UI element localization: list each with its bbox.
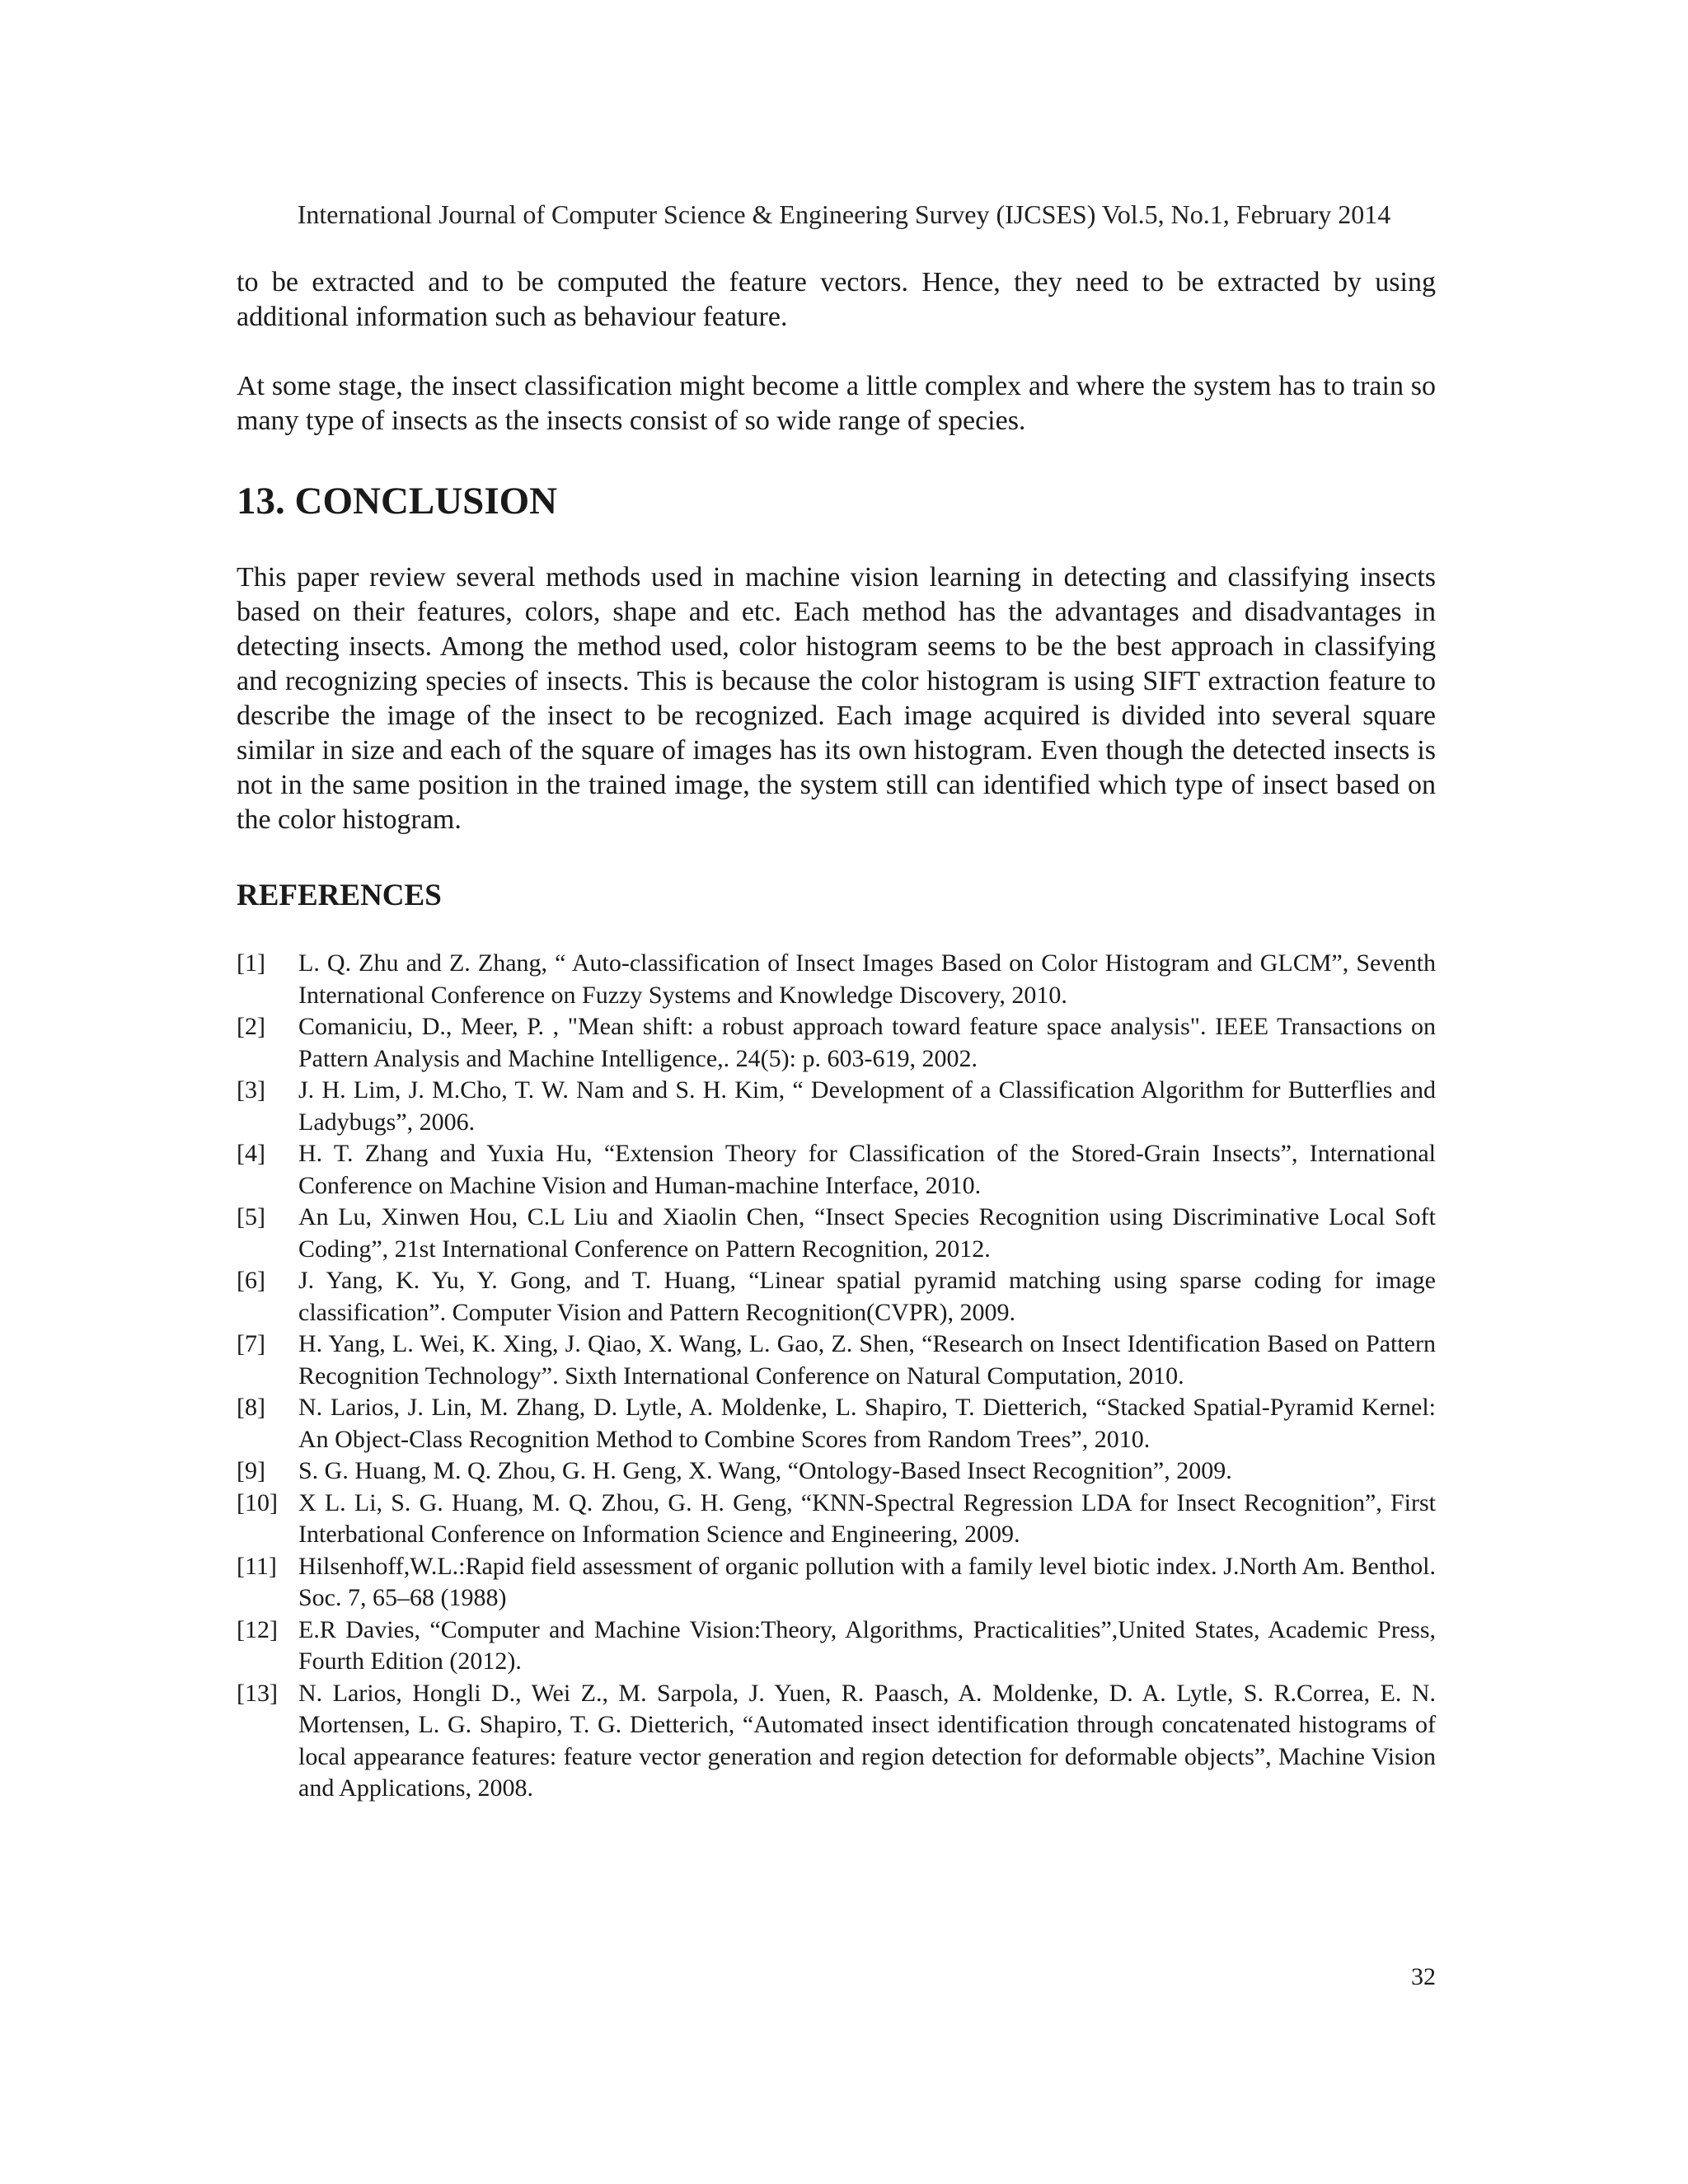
reference-item <box>237 1551 1436 1615</box>
body-paragraph: to be extracted and to be computed the feature vectors. Hence, they need to be extracted by using additional information such as behaviour feature. <box>237 267 1436 332</box>
reference-list <box>237 948 1436 1805</box>
reference-number: [5] <box>237 1203 265 1230</box>
reference-item <box>237 1488 1436 1551</box>
reference-item <box>237 1138 1436 1202</box>
reference-text: H. Yang, L. Wei, K. Xing, J. Qiao, X. Wang, L. Gao, Z. Shen, “Research on Insect Identification Based on Pattern Recognition Technology”. Sixth International Conference on Natural Computation, 2010. <box>298 1330 1436 1390</box>
reference-item <box>237 1202 1436 1265</box>
reference-text: E.R Davies, “Computer and Machine Vision:Theory, Algorithms, Practicalities”,United States, Academic Press, Fourth Edition (2012). <box>298 1615 1436 1675</box>
reference-item <box>237 1329 1436 1392</box>
reference-number: [4] <box>237 1140 265 1167</box>
reference-item <box>237 1678 1436 1805</box>
reference-number: [12] <box>237 1615 278 1643</box>
reference-number: [13] <box>237 1679 278 1707</box>
reference-text: J. Yang, K. Yu, Y. Gong, and T. Huang, “Linear spatial pyramid matching using sparse coding for image classification”. Computer Vision and Pattern Recognition(CVPR), 2009. <box>298 1267 1436 1326</box>
reference-text: H. T. Zhang and Yuxia Hu, “Extension Theory for Classification of the Stored-Grain Insects”, International Conference on Machine Vision and Human-machine Interface, 2010. <box>298 1140 1436 1199</box>
reference-number: [2] <box>237 1013 265 1040</box>
reference-item <box>237 1011 1436 1075</box>
reference-item <box>237 1615 1436 1678</box>
reference-number: [1] <box>237 949 265 977</box>
page-number: 32 <box>1411 1963 1436 1990</box>
reference-text: Hilsenhoff,W.L.:Rapid field assessment of organic pollution with a family level biotic index. J.North Am. Benthol. Soc. 7, 65–68 (1988) <box>298 1552 1436 1611</box>
reference-number: [6] <box>237 1267 265 1294</box>
reference-item <box>237 1265 1436 1329</box>
reference-number: [8] <box>237 1394 265 1421</box>
reference-item <box>237 1455 1436 1488</box>
reference-number: [7] <box>237 1330 265 1357</box>
running-header: International Journal of Computer Science & Engineering Survey (IJCSES) Vol.5, No.1, February 2014 <box>297 199 1391 229</box>
reference-text: Comaniciu, D., Meer, P. , "Mean shift: a robust approach toward feature space analysis". IEEE Transactions on Pattern Analysis and Machine Intelligence,. 24(5): p. 603-619, 2002. <box>298 1013 1436 1072</box>
conclusion-paragraph: This paper review several methods used in machine vision learning in detecting and classifying insects based on their features, colors, shape and etc. Each method has the advantages and disadvantages in detecting insects. Among the method used, color histogram seems to be the best approach in classifying and recognizing species of insects. This is because the color histogram is using SIFT extraction feature to describe the image of the insect to be recognized. Each image acquired is divided into several square similar in size and each of the square of images has its own histogram. Even though the detected insects is not in the same position in the trained image, the system still can identified which type of insect based on the color histogram. <box>237 562 1436 835</box>
body-paragraph: At some stage, the insect classification might become a little complex and where the system has to train so many type of insects as the insects consist of so wide range of species. <box>237 371 1436 436</box>
section-heading-conclusion: 13. CONCLUSION <box>237 480 558 523</box>
reference-number: [11] <box>237 1552 277 1580</box>
reference-text: X L. Li, S. G. Huang, M. Q. Zhou, G. H. Geng, “KNN-Spectral Regression LDA for Insect Recognition”, First Interbational Conference on Information Science and Engineering, 2009. <box>298 1488 1436 1548</box>
reference-text: N. Larios, Hongli D., Wei Z., M. Sarpola, J. Yuen, R. Paasch, A. Moldenke, D. A. Lytle, S. R.Correa, E. N. Mortensen, L. G. Shapiro, T. G. Dietterich, “Automated insect identification through concatenated histograms of local appearance features: feature vector generation and region detection for deformable objects”, Machine Vision and Applications, 2008. <box>298 1679 1436 1802</box>
reference-item <box>237 1392 1436 1455</box>
reference-number: [9] <box>237 1457 265 1484</box>
reference-text: S. G. Huang, M. Q. Zhou, G. H. Geng, X. Wang, “Ontology-Based Insect Recognition”, 2009. <box>298 1457 1232 1484</box>
reference-number: [3] <box>237 1076 265 1104</box>
references-heading: REFERENCES <box>237 879 442 912</box>
reference-number: [10] <box>237 1488 278 1516</box>
reference-text: N. Larios, J. Lin, M. Zhang, D. Lytle, A. Moldenke, L. Shapiro, T. Dietterich, “Stacked Spatial-Pyramid Kernel: An Object-Class Recognition Method to Combine Scores from Random Trees”, 2010. <box>298 1394 1436 1453</box>
reference-text: An Lu, Xinwen Hou, C.L Liu and Xiaolin Chen, “Insect Species Recognition using Discriminative Local Soft Coding”, 21st International Conference on Pattern Recognition, 2012. <box>298 1203 1436 1263</box>
reference-text: L. Q. Zhu and Z. Zhang, “ Auto-classification of Insect Images Based on Color Histogram and GLCM”, Seventh International Conference on Fuzzy Systems and Knowledge Discovery, 2010. <box>298 949 1436 1009</box>
reference-item <box>237 1075 1436 1138</box>
reference-item <box>237 948 1436 1011</box>
reference-text: J. H. Lim, J. M.Cho, T. W. Nam and S. H. Kim, “ Development of a Classification Algorithm for Butterflies and Ladybugs”, 2006. <box>298 1076 1436 1136</box>
